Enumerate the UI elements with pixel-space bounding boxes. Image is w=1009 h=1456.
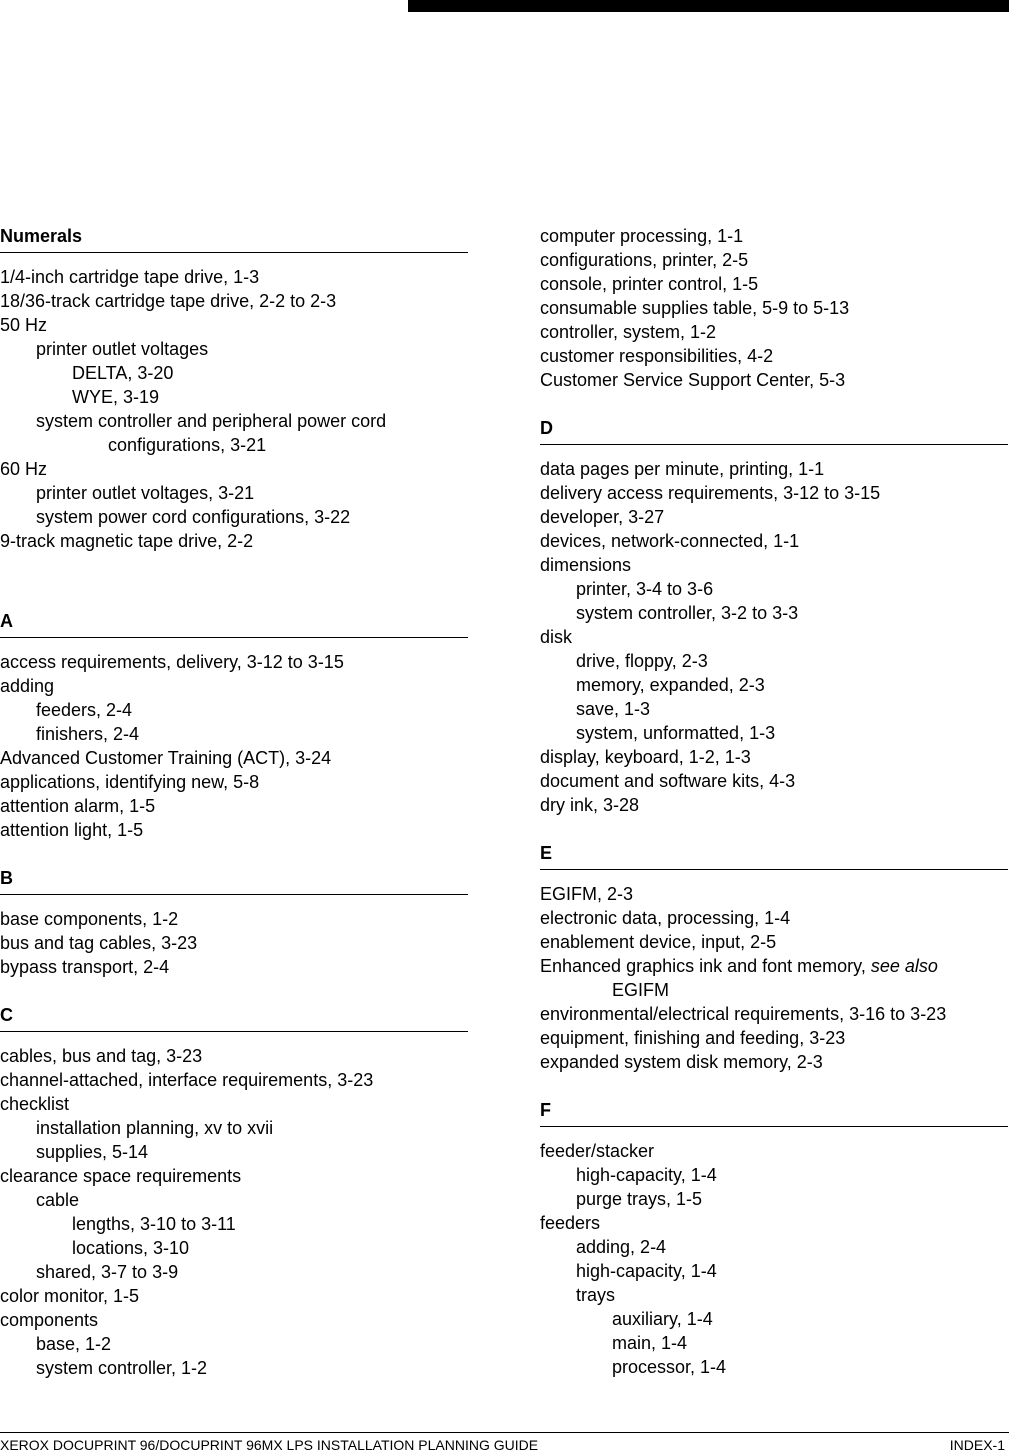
index-subentry: printer, 3-4 to 3-6	[576, 579, 714, 599]
index-subentry: printer outlet voltages, 3-21	[36, 483, 255, 503]
index-entry: 1/4-inch cartridge tape drive, 1-3	[0, 267, 260, 287]
index-entry: developer, 3-27	[540, 507, 665, 527]
index-entry: enablement device, input, 2-5	[540, 932, 777, 952]
index-subentry: auxiliary, 1-4	[612, 1309, 713, 1329]
index-entry: components	[0, 1310, 99, 1330]
index-entry: Customer Service Support Center, 5-3	[540, 370, 846, 390]
index-section-f	[540, 1100, 1008, 1381]
index-entry: expanded system disk memory, 2-3	[540, 1052, 823, 1072]
index-subentry: purge trays, 1-5	[576, 1189, 703, 1209]
index-entry: document and software kits, 4-3	[540, 771, 796, 791]
index-entry: customer responsibilities, 4-2	[540, 346, 774, 366]
index-subentry: trays	[576, 1285, 616, 1305]
index-subentry: system controller, 1-2	[36, 1358, 208, 1378]
index-entry: cables, bus and tag, 3-23	[0, 1046, 203, 1066]
index-entry: equipment, finishing and feeding, 3-23	[540, 1028, 846, 1048]
index-subentry: shared, 3-7 to 3-9	[36, 1262, 179, 1282]
index-subentry: high-capacity, 1-4	[576, 1261, 717, 1281]
index-entry: EGIFM, 2-3	[540, 884, 634, 904]
index-entry: 60 Hz	[0, 459, 48, 479]
index-entry: dry ink, 3-28	[540, 795, 640, 815]
index-subentry: lengths, 3-10 to 3-11	[72, 1214, 236, 1234]
index-entry: Advanced Customer Training (ACT), 3-24	[0, 748, 332, 768]
index-subentry: drive, floppy, 2-3	[576, 651, 708, 671]
section-heading: B	[0, 868, 468, 895]
index-entry: clearance space requirements	[0, 1166, 242, 1186]
index-subentry: locations, 3-10	[72, 1238, 190, 1258]
header-bar	[408, 0, 1009, 12]
index-section-d	[540, 418, 1008, 819]
index-subentry: base, 1-2	[36, 1334, 112, 1354]
index-subentry: cable	[36, 1190, 80, 1210]
index-subentry: adding, 2-4	[576, 1237, 667, 1257]
index-section-c-continued	[540, 226, 1008, 394]
index-subentry: DELTA, 3-20	[72, 363, 174, 383]
index-entry: configurations, printer, 2-5	[540, 250, 749, 270]
index-subentry: system, unformatted, 1-3	[576, 723, 776, 743]
index-entry: delivery access requirements, 3-12 to 3-15	[540, 483, 881, 503]
index-column-left	[0, 226, 468, 1382]
section-heading: D	[540, 418, 1008, 445]
index-entry: adding	[0, 676, 55, 696]
index-entry: data pages per minute, printing, 1-1	[540, 459, 825, 479]
index-subentry: high-capacity, 1-4	[576, 1165, 717, 1185]
index-section-numerals	[0, 226, 468, 555]
index-subentry: save, 1-3	[576, 699, 651, 719]
index-entry: color monitor, 1-5	[0, 1286, 140, 1306]
index-entry: bypass transport, 2-4	[0, 957, 170, 977]
index-section-c	[0, 1005, 468, 1382]
index-entry: disk	[540, 627, 573, 647]
index-column-right	[540, 226, 1008, 1381]
footer-rule	[0, 1432, 1009, 1433]
index-entry: checklist	[0, 1094, 70, 1114]
index-entry: electronic data, processing, 1-4	[540, 908, 791, 928]
index-subentry: supplies, 5-14	[36, 1142, 149, 1162]
index-entry: attention light, 1-5	[0, 820, 144, 840]
index-entry: computer processing, 1-1	[540, 226, 744, 246]
index-entry: environmental/electrical requirements, 3-16 to 3-23	[540, 1004, 947, 1024]
index-entry: attention alarm, 1-5	[0, 796, 156, 816]
index-continuation: EGIFM	[612, 980, 669, 1000]
index-subentry: feeders, 2-4	[36, 700, 133, 720]
page-number: INDEX-1	[949, 1437, 1005, 1453]
index-subentry: system power cord configurations, 3-22	[36, 507, 351, 527]
index-subentry: memory, expanded, 2-3	[576, 675, 765, 695]
entry-text: Enhanced graphics ink and font memory,	[540, 956, 866, 976]
index-section-b	[0, 868, 468, 981]
section-heading: A	[0, 611, 468, 638]
index-entry: 18/36-track cartridge tape drive, 2-2 to 2-3	[0, 291, 337, 311]
index-entry	[540, 956, 1008, 980]
index-subentry: finishers, 2-4	[36, 724, 140, 744]
index-entry: 9-track magnetic tape drive, 2-2	[0, 531, 254, 551]
index-entry: base components, 1-2	[0, 909, 179, 929]
footer-title: XEROX DOCUPRINT 96/DOCUPRINT 96MX LPS INSTALLATION PLANNING GUIDE	[0, 1437, 539, 1453]
index-entry: devices, network-connected, 1-1	[540, 531, 800, 551]
index-continuation: configurations, 3-21	[108, 435, 267, 455]
index-subentry: system controller and peripheral power cord	[36, 411, 387, 431]
index-entry: feeders	[540, 1213, 601, 1233]
index-entry: feeder/stacker	[540, 1141, 655, 1161]
index-entry: controller, system, 1-2	[540, 322, 717, 342]
index-entry: consumable supplies table, 5-9 to 5-13	[540, 298, 850, 318]
index-entry: access requirements, delivery, 3-12 to 3-15	[0, 652, 344, 672]
index-entry: console, printer control, 1-5	[540, 274, 759, 294]
index-subentry: installation planning, xv to xvii	[36, 1118, 274, 1138]
section-heading: F	[540, 1100, 1008, 1127]
index-entry: applications, identifying new, 5-8	[0, 772, 260, 792]
index-entry: bus and tag cables, 3-23	[0, 933, 198, 953]
index-section-e	[540, 843, 1008, 1076]
section-heading: E	[540, 843, 1008, 870]
index-entry: dimensions	[540, 555, 632, 575]
index-entry: display, keyboard, 1-2, 1-3	[540, 747, 751, 767]
section-heading: Numerals	[0, 226, 468, 253]
index-section-a	[0, 611, 468, 844]
index-subentry: main, 1-4	[612, 1333, 688, 1353]
index-subentry: printer outlet voltages	[36, 339, 209, 359]
index-subentry: processor, 1-4	[612, 1357, 727, 1377]
index-entry: 50 Hz	[0, 315, 48, 335]
index-subentry: system controller, 3-2 to 3-3	[576, 603, 799, 623]
see-also-reference: see also	[870, 956, 938, 976]
index-entry: channel-attached, interface requirements, 3-23	[0, 1070, 374, 1090]
index-subentry: WYE, 3-19	[72, 387, 160, 407]
section-heading: C	[0, 1005, 468, 1032]
